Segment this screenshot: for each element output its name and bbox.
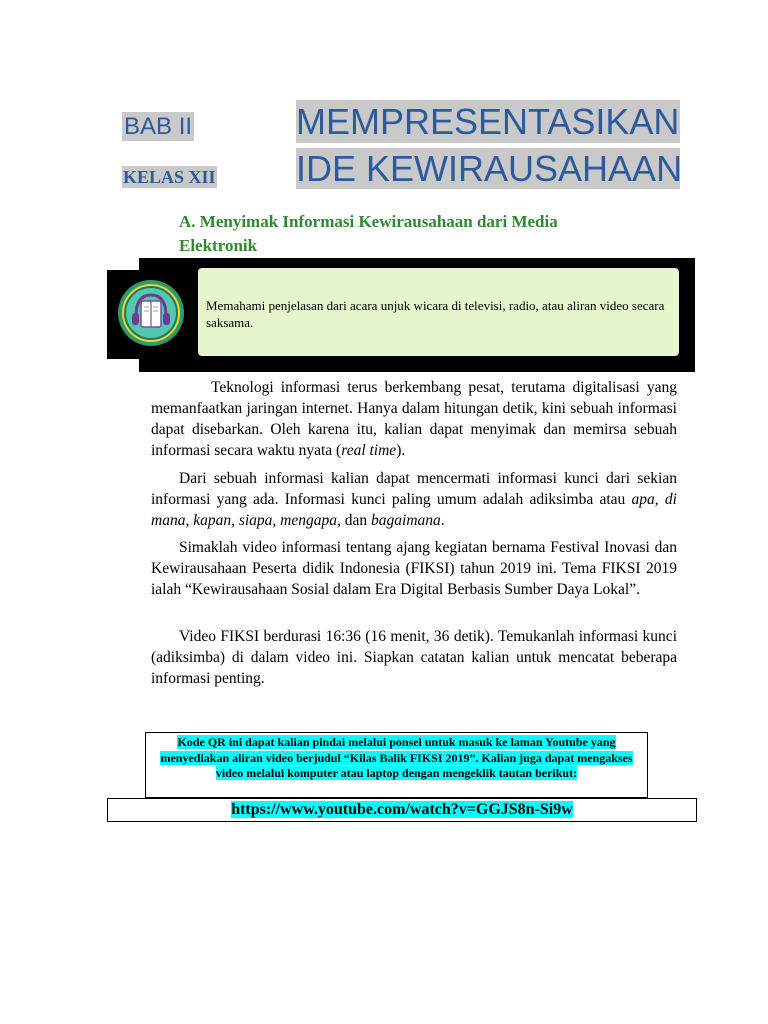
section-heading-line1: A. Menyimak Informasi Kewirausahaan dari Media — [179, 212, 558, 231]
video-link-container — [107, 799, 697, 820]
paragraph-1-italic: real time — [341, 442, 397, 459]
paragraph-4: Video FIKSI berdurasi 16:36 (16 menit, 36 detik). Temukanlah informasi kunci (adiksimba) di dalam video ini. Siapkan catatan kalian untuk mencatat beberapa informasi penting. — [151, 628, 677, 687]
paragraph-2-text: Dari sebuah informasi kalian dapat mencermati informasi kunci dari sekian informasi yang ada. Informasi kunci paling umum adalah adiksimba atau — [151, 470, 677, 508]
section-heading — [179, 210, 619, 258]
qr-note — [160, 735, 633, 782]
paragraph-1-end: ). — [396, 442, 406, 459]
paragraph-2 — [151, 468, 677, 531]
paragraph-1 — [151, 377, 677, 461]
objective-text: Memahami penjelasan dari acara unjuk wicara di televisi, radio, atau aliran video secara saksama. — [206, 298, 665, 330]
chapter-title-line1: MEMPRESENTASIKAN — [296, 101, 680, 142]
paragraph-2-middle: dan — [340, 512, 372, 529]
qr-note-text: Kode QR ini dapat kalian pindai melalui ponsel untuk masuk ke laman Youtube yang menyediakan aliran video berjudul “Kilas Balik FIKSI 2019”. Kalian juga dapat mengakses video melalui komputer atau laptop dengan mengeklik tautan berikut: — [160, 735, 633, 780]
video-link[interactable]: https://www.youtube.com/watch?v=GGJS8n-Si9w — [231, 801, 573, 818]
chapter-title-line2: IDE KEWIRAUSAHAAN — [296, 148, 683, 189]
paragraph-2-end: . — [440, 512, 445, 529]
paragraph-2-italic-1: apa, di mana, kapan, siapa, mengapa, — [151, 491, 677, 529]
class-label: KELAS XII — [123, 167, 216, 187]
section-heading-line2: Elektronik — [179, 236, 258, 255]
paragraph-1-text: Teknologi informasi terus berkembang pesat, terutama digitalisasi yang memanfaatkan jaringan internet. Hanya dalam hitungan detik, kini sebuah informasi dapat disebarkan. Oleh karena itu, kalian dapat menyimak dan memirsa sebuah informasi secara waktu nyata ( — [151, 379, 677, 459]
headphones-book-icon — [117, 279, 185, 347]
paragraph-2-italic-2: bagaimana — [371, 512, 441, 529]
chapter-label: BAB II — [124, 113, 193, 140]
paragraph-3: Simaklah video informasi tentang ajang kegiatan bernama Festival Inovasi dan Kewirausahaan Peserta didik Indonesia (FIKSI) tahun 2019 ini. Tema FIKSI 2019 ialah “Kewirausahaan Sosial dalam Era Digital Berbasis Sumber Daya Lokal”. — [151, 539, 677, 598]
